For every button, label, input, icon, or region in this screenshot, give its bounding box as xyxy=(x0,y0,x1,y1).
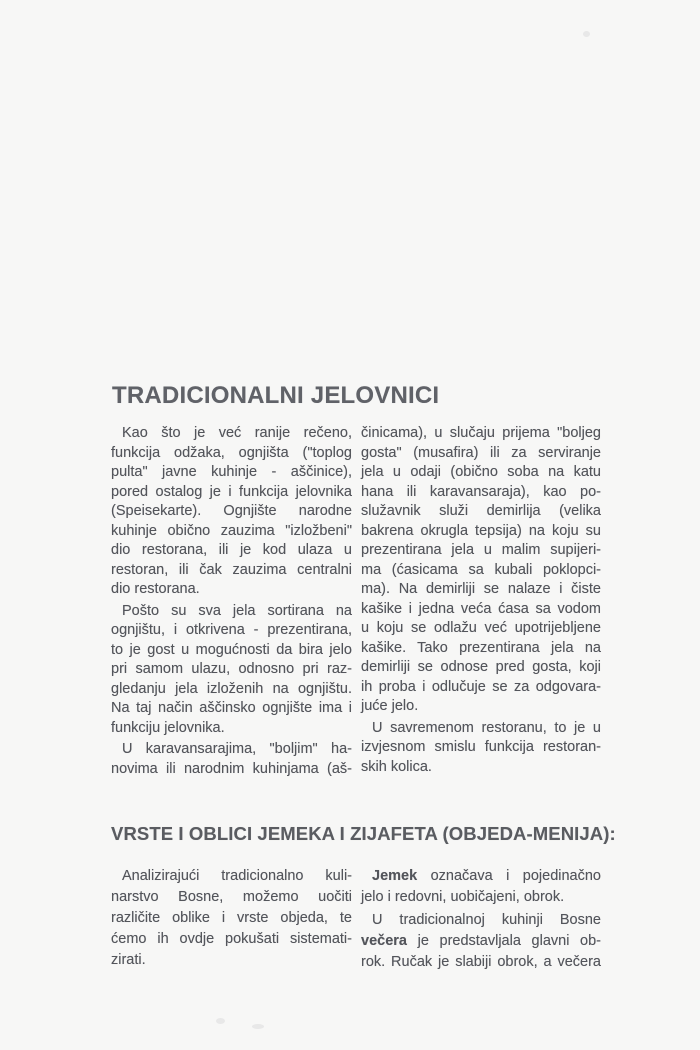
text-line: novima ili narodnim kuhinjama (aš- xyxy=(111,760,352,777)
column-top-left xyxy=(111,424,352,779)
text-line: Analizirajući tradicionalno kuli- xyxy=(122,868,352,884)
text-line: skih kolica. xyxy=(361,758,432,775)
paragraph xyxy=(111,866,352,971)
text-line: gledanju jela izloženih na ognjištu. xyxy=(111,680,352,697)
text-line: Pošto su sva jela sortirana na xyxy=(122,602,352,619)
scan-speck xyxy=(252,1024,264,1029)
text-line: Jemek označava i pojedinačno xyxy=(372,868,601,884)
text-line: činicama), u slučaju prijema "boljeg xyxy=(361,425,601,441)
text-line: U karavansarajima, "boljim" ha- xyxy=(122,741,352,757)
page-title: TRADICIONALNI JELOVNICI xyxy=(112,382,440,410)
text-line: gosta" (musafira) ili za serviranje xyxy=(361,444,601,461)
text-line: pri samom ulazu, odnosno pri raz- xyxy=(111,661,352,677)
text-line: restoran, ili čak zauzima centralni xyxy=(111,561,352,578)
paragraph xyxy=(111,424,352,600)
text-line: jela u odaji (obično soba na katu xyxy=(361,464,601,480)
text-line: U tradicionalnoj kuhinji Bosne xyxy=(372,912,601,928)
paragraph xyxy=(111,740,352,779)
text-line: kašike. Tako prezentirana jela na xyxy=(361,639,601,656)
text-line: zirati. xyxy=(111,952,146,968)
text-line: ma (ćasicama sa kubali poklopci- xyxy=(361,561,601,578)
text-line: (Speisekarte). Ognjište narodne xyxy=(111,503,352,519)
text-line: Na taj način aščinsko ognjište ima i xyxy=(111,700,352,716)
scan-speck xyxy=(583,31,590,37)
text-line: večera je predstavljala glavni ob- xyxy=(361,933,601,949)
text-line: pulta" javne kuhinje - aščinice), xyxy=(111,464,352,480)
text-line: to je gost u mogućnosti da bira jelo xyxy=(111,641,352,658)
text-line: dio restorana, ili je kod ulaza u xyxy=(111,542,352,558)
column-bottom-right xyxy=(361,866,601,973)
section-heading: VRSTE I OBLICI JEMEKA I ZIJAFETA (OBJEDA-MENIJA): xyxy=(111,823,616,845)
text-line: juće jelo. xyxy=(361,698,419,714)
text-line: dio restorana. xyxy=(111,581,200,597)
text-line: funkcija odžaka, ognjišta ("toplog xyxy=(111,444,352,461)
text-line: funkciju jelovnika. xyxy=(111,719,225,736)
text-line: prezentirana jela u malim supijeri- xyxy=(361,542,601,558)
text-line: ih proba i odlučuje se za odgovara- xyxy=(361,678,601,695)
text-line: kašike i jedna veća ćasa sa vodom xyxy=(361,600,601,617)
text-line: ćemo ih ovdje pokušati sistemati- xyxy=(111,931,352,947)
paragraph xyxy=(361,719,601,778)
text-line: demirliji se odnose pred gosta, koji xyxy=(361,659,601,675)
text-line: različite oblike i vrste objeda, te xyxy=(111,910,352,926)
paragraph xyxy=(111,602,352,739)
text-line: bakrena okrugla tepsija) na koju su xyxy=(361,522,601,539)
text-line: ognjištu, i otkrivena - prezentirana, xyxy=(111,622,352,638)
text-line: hana ili karavansaraja), kao po- xyxy=(361,483,601,500)
paragraph xyxy=(361,910,601,973)
text-line: izvjesnom smislu funkcija restoran- xyxy=(361,739,601,755)
text-line: jelo i redovni, uobičajeni, obrok. xyxy=(361,889,565,905)
paragraph xyxy=(361,424,601,717)
text-line: pored ostalog je i funkcija jelovnika xyxy=(111,483,352,500)
text-line: služavnik služi demirlija (velika xyxy=(361,503,601,519)
text-line: rok. Ručak je slabiji obrok, a večera xyxy=(361,954,601,970)
text-line: Kao što je već ranije rečeno, xyxy=(122,425,352,441)
text-line: u koju se odlažu već upotrijebljene xyxy=(361,620,601,636)
text-line: ma). Na demirliji se nalaze i čiste xyxy=(361,581,601,597)
text-line: U savremenom restoranu, to je u xyxy=(372,719,601,736)
paragraph xyxy=(361,866,601,908)
column-bottom-left xyxy=(111,866,352,971)
text-line: kuhinje obično zauzima "izložbeni" xyxy=(111,522,352,539)
column-top-right xyxy=(361,424,601,777)
scan-speck xyxy=(216,1018,225,1024)
text-line: narstvo Bosne, možemo uočiti xyxy=(111,889,352,905)
